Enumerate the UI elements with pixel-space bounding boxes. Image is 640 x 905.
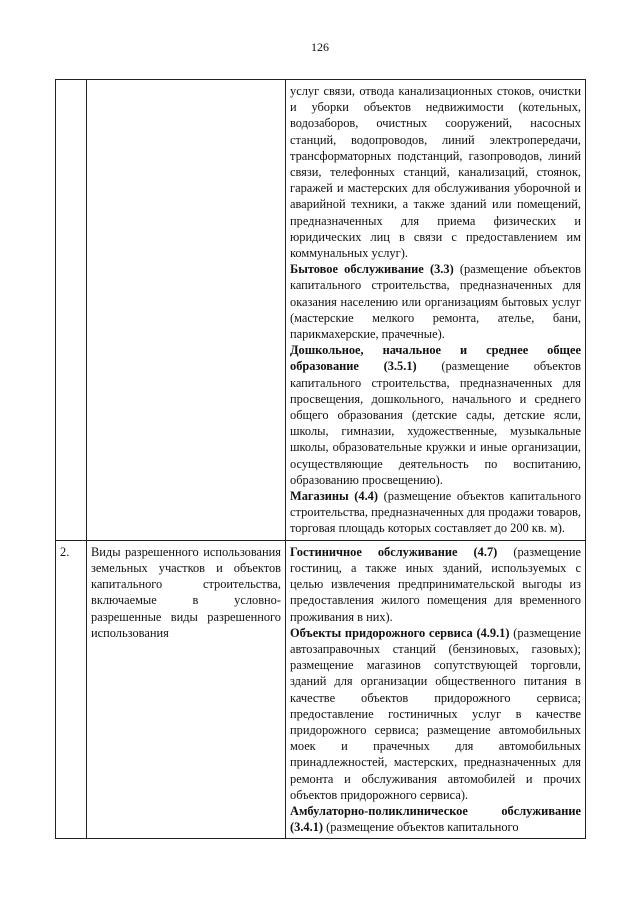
paragraph-text: (размещение автозаправочных станций (бензиновых, газовых); размещение магазинов сопутствующей торговли, зданий для организации общественного питания в качестве объектов придорожного сервиса; предоставление гостиничных услуг в качестве придорожного сервиса; размещение автомобильных моек и прачечных для автомобильных принадлежностей, мастерских, предназначенных для ремонта и обслуживания автомобилей и прочих объектов придорожного сервиса). <box>290 625 581 802</box>
table-row <box>56 540 586 839</box>
use-description-cell <box>286 80 586 541</box>
use-name: Амбулаторно-поликлиническое обслуживание <box>290 803 581 818</box>
use-description-cell <box>286 540 586 839</box>
paragraph-text: (размещение объектов капитального <box>326 820 519 835</box>
use-code: (4.9.1) <box>476 625 510 640</box>
use-name: Магазины <box>290 489 349 504</box>
use-type-cell <box>87 80 286 541</box>
use-type-cell: Виды разрешенного использования земельных участков и объектов капитального строительства, включаемые в условно-разрешенные виды разрешенного использования <box>87 540 286 839</box>
paragraph-text: (размещение объектов капитального строительства, предназначенных для оказания населению или организациям бытовых услуг (мастерские мелкого ремонта, ателье, бани, парикмахерские, прачечные). <box>290 262 581 342</box>
row-number <box>56 80 87 541</box>
paragraph-text: (размещение объектов капитального строительства, предназначенных для продажи товаров, торговая площадь которых составляет до 200 кв. м). <box>290 489 581 536</box>
use-code: (3.3) <box>429 262 454 277</box>
paragraph-text: услуг связи, отвода канализационных стоков, очистки и уборки объектов недвижимости (котельных, водозаборов, очистных сооружений, насосных станций, водопроводов, линий электропередачи, трансформаторных подстанций, газопроводов, линий связи, телефонных станций, канализаций, стоянок, гаражей и мастерских для обслуживания уборочной и аварийной техники, а также зданий или помещений, предназначенных для приема физических и юридических лиц в связи с предоставлением им коммунальных услуг). <box>290 84 581 261</box>
zoning-table <box>55 79 586 839</box>
paragraph <box>290 803 581 835</box>
paragraph <box>290 544 581 625</box>
paragraph <box>290 342 581 488</box>
use-code: (4.7) <box>473 544 498 559</box>
table-row <box>56 80 586 541</box>
use-name: Дошкольное, начальное и среднее общее образование <box>290 343 581 374</box>
paragraph-text: (размещение объектов капитального строительства, предназначенных для просвещения, дошкольного, начального и среднего общего образования (детские сады, детские ясли, школы, гимназии, художественные, музыкальные школы, образовательные кружки и иные организации, осуществляющие деятельность по воспитанию, образованию просвещению). <box>290 359 581 487</box>
use-code: (3.4.1) <box>290 820 324 835</box>
use-name: Бытовое обслуживание <box>290 262 424 277</box>
row-number: 2. <box>56 540 87 839</box>
page-number: 126 <box>311 40 329 54</box>
use-code: (4.4) <box>354 489 379 504</box>
use-name: Объекты придорожного сервиса <box>290 625 473 640</box>
paragraph <box>290 625 581 803</box>
paragraph <box>290 488 581 537</box>
use-code: (3.5.1) <box>383 359 417 374</box>
use-name: Гостиничное обслуживание <box>290 544 458 559</box>
paragraph <box>290 83 581 261</box>
paragraph-text: (размещение гостиниц, а также иных зданий, используемых с целью извлечения предпринимательской выгоды из предоставления жилого помещения для временного проживания в них). <box>290 544 581 624</box>
paragraph <box>290 261 581 342</box>
